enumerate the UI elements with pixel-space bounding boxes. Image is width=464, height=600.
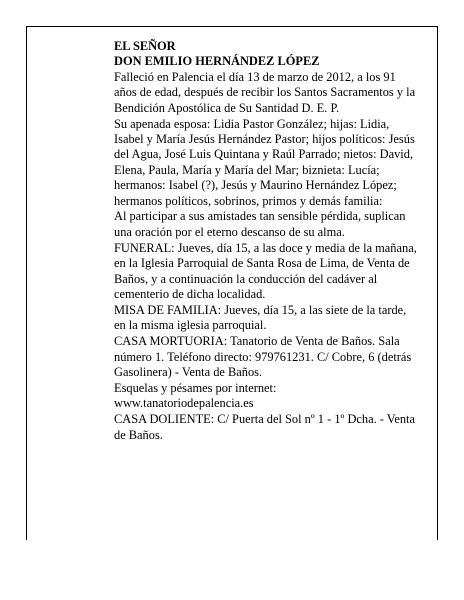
online-condolences: Esquelas y pésames por internet: www.tanatoriodepalencia.es — [114, 380, 277, 411]
death-announcement: Falleció en Palencia el día 13 de marzo de 2012, a los 91 años de edad, después de recibir los Santos Sacramentos y la Bendición Apostólica de Su Santidad D. E. P. — [114, 69, 416, 115]
family-list: Su apenada esposa: Lidia Pastor González; hijas: Lidia, Isabel y María Jesús Hernández Pastor; hijos políticos: Jesús del Agua, José Luis Quintana y Raúl Parrado; nietos: David, Elena, Paula, María y María del Mar; biznieta: Lucía; hermanos: Isabel (?), Jesús y Maurino Hernández López; hermanos políticos, sobrinos, primos y demás familia: — [114, 116, 415, 208]
family-mass-details: MISA DE FAMILIA: Jueves, día 15, a las siete de la tarde, en la misma iglesia parroquial. — [114, 302, 407, 333]
notice-title-line-2: DON EMILIO HERNÁNDEZ LÓPEZ — [114, 54, 320, 69]
prayer-request: Al participar a sus amistades tan sensible pérdida, suplican una oración por el eterno descanso de su alma. — [114, 209, 406, 239]
mourning-house-address: CASA DOLIENTE: C/ Puerta del Sol nº 1 - 1º Dcha. - Venta de Baños. — [114, 412, 416, 442]
funeral-home-details: CASA MORTUORIA: Tanatorio de Venta de Baños. Sala número 1. Teléfono directo: 979761231. C/ Cobre, 6 (detrás Gasolinera) - Venta de Baños. — [114, 334, 412, 380]
notice-title-line-1: EL SEÑOR — [114, 39, 176, 53]
funeral-details: FUNERAL: Jueves, día 15, a las doce y media de la mañana, en la Iglesia Parroquial de Santa Rosa de Lima, de Venta de Baños, y a continuación la conducción del cadáver al cementerio de dicha localidad. — [114, 240, 417, 301]
obituary-notice — [114, 39, 419, 443]
